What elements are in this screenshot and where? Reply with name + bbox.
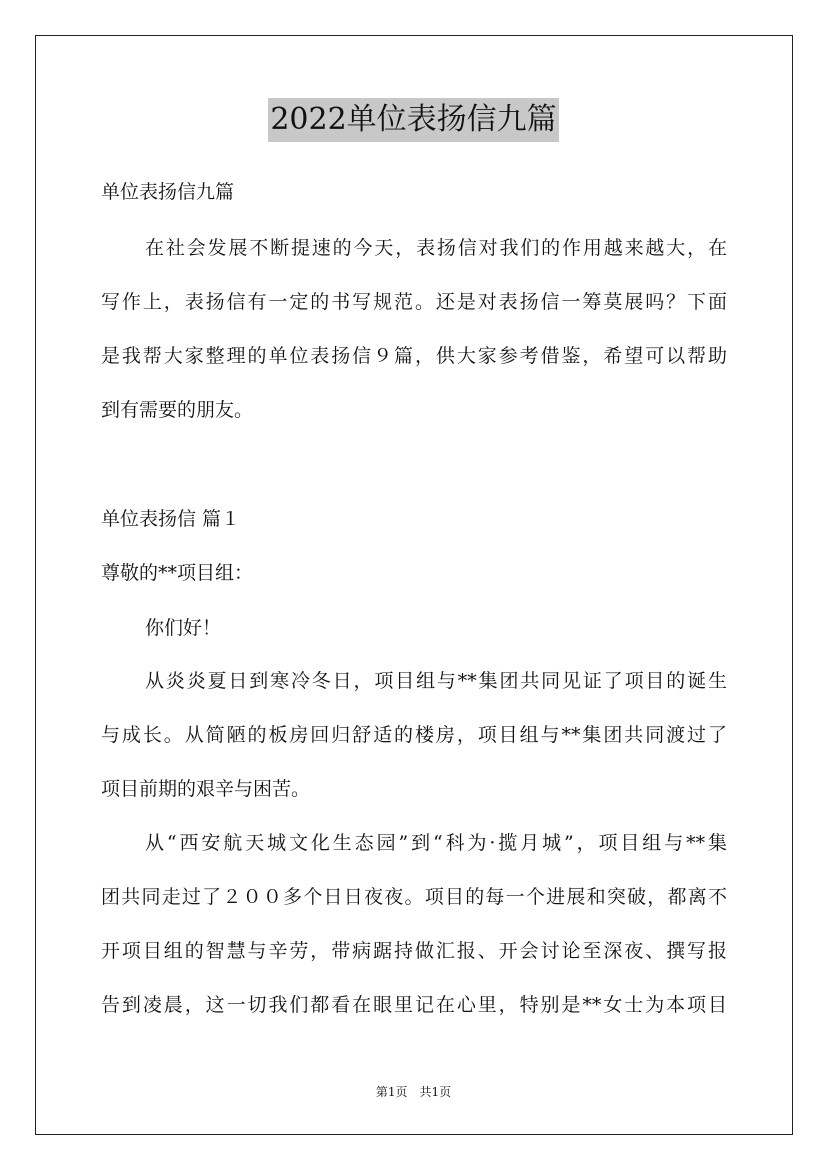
intro-line-3: 是我帮大家整理的单位表扬信９篇，供大家参考借鉴，希望可以帮助	[101, 345, 727, 367]
para1-line-3: 项目前期的艰辛与困苦。	[101, 778, 311, 800]
section-heading: 单位表扬信 篇１	[101, 508, 241, 530]
para1-line-2: 与成长。从简陋的板房回归舒适的楼房，项目组与**集团共同渡过了	[101, 724, 727, 746]
document-title: 2022单位表扬信九篇	[268, 98, 558, 142]
para1-line-1: 从炎炎夏日到寒冷冬日，项目组与**集团共同见证了项目的诞生	[145, 670, 727, 692]
title-block	[0, 98, 827, 142]
para2-line-4: 告到凌晨，这一切我们都看在眼里记在心里，特别是**女士为本项目	[101, 994, 727, 1016]
salutation: 尊敬的**项目组：	[101, 562, 254, 584]
para2-line-3: 开项目组的智慧与辛劳，带病踞持做汇报、开会讨论至深夜、撰写报	[101, 940, 727, 962]
page-footer: 第1页 共1页	[375, 1085, 452, 1099]
intro-line-2: 写作上，表扬信有一定的书写规范。还是对表扬信一筹莫展吗？下面	[101, 291, 727, 313]
para2-line-2: 团共同走过了２００多个日日夜夜。项目的每一个进展和突破，都离不	[101, 886, 727, 908]
subtitle: 单位表扬信九篇	[101, 181, 235, 203]
intro-line-4: 到有需要的朋友。	[101, 399, 254, 421]
intro-line-1: 在社会发展不断提速的今天，表扬信对我们的作用越来越大，在	[145, 237, 727, 259]
para2-line-1: 从“西安航天城文化生态园”到“科为·揽月城”，项目组与**集	[145, 832, 727, 854]
greeting: 你们好！	[145, 617, 222, 639]
